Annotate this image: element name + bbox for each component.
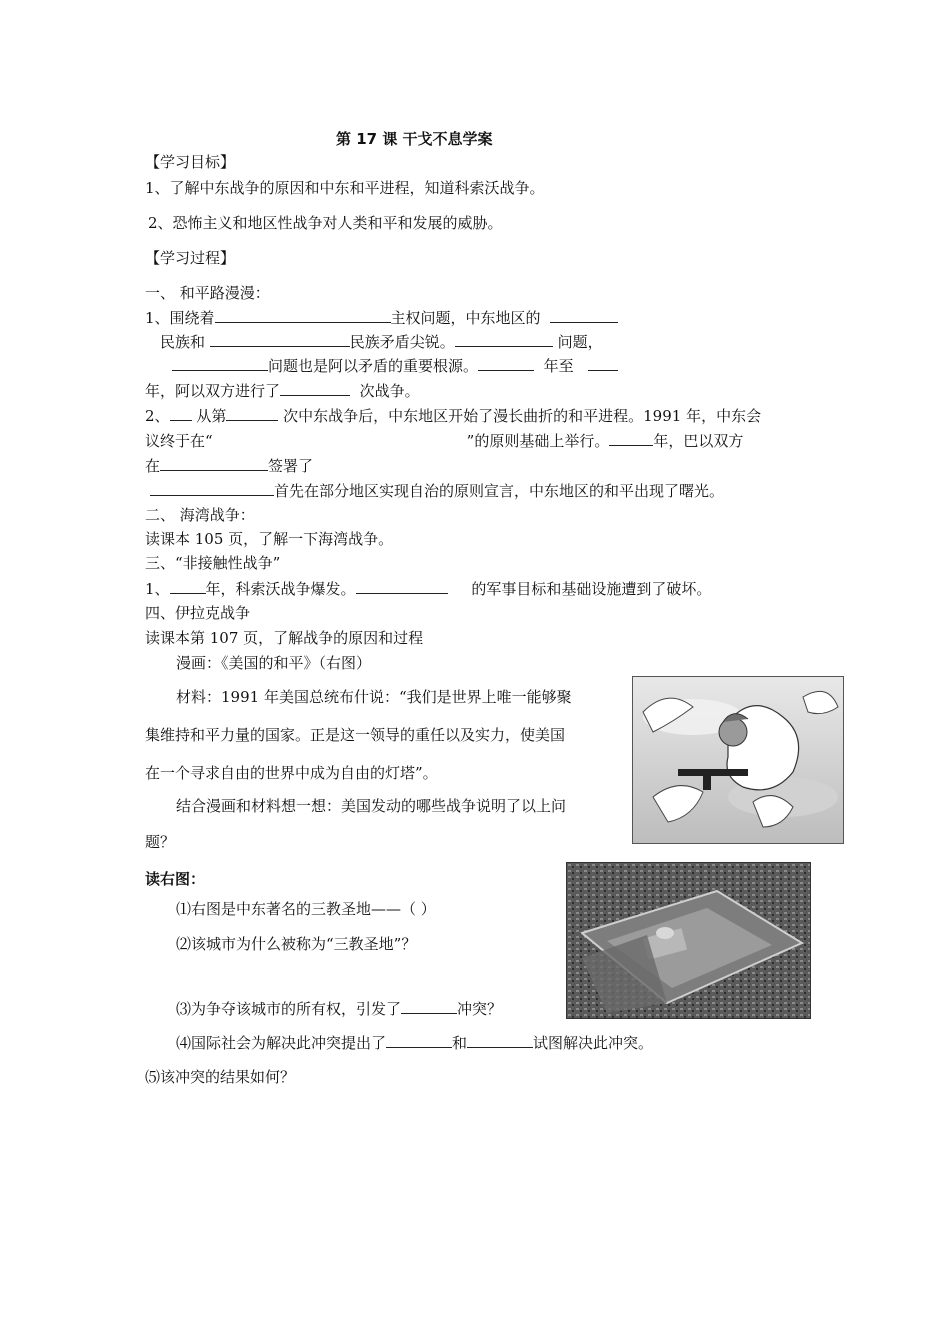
blank[interactable]	[210, 331, 350, 347]
goal-item-2: 2、恐怖主义和地区性战争对人类和平和发展的威胁。	[148, 214, 503, 232]
blank[interactable]	[386, 1032, 452, 1048]
blank[interactable]	[588, 355, 618, 371]
blank[interactable]	[170, 578, 206, 594]
s1-q1-line1: 1、围绕着 主权问题，中东地区的	[145, 307, 618, 328]
blank[interactable]	[172, 355, 268, 371]
goal-item-1: 1、了解中东战争的原因和中东和平进程，知道科索沃战争。	[145, 179, 545, 197]
blank[interactable]	[170, 405, 192, 421]
blank[interactable]	[160, 455, 268, 471]
goals-heading: 【学习目标】	[145, 153, 236, 171]
blank[interactable]	[478, 355, 534, 371]
s1-q1-line4: 年，阿以双方进行了 次战争。	[145, 382, 420, 400]
read-figure-heading: 读右图：	[145, 870, 206, 888]
cartoon-image	[632, 676, 844, 844]
blank[interactable]	[356, 578, 448, 594]
section-4-text: 读课本第 107 页，了解战争的原因和过程	[145, 629, 424, 647]
think-line-2: 题？	[145, 833, 176, 851]
read-q3: ⑶为争夺该城市的所有权，引发了 冲突？	[176, 1000, 503, 1018]
s1-q2-line4: 首先在部分地区实现自治的原则宣言，中东地区的和平出现了曙光。	[150, 480, 724, 501]
section-2-heading: 二、 海湾战争：	[145, 506, 255, 524]
section-1-heading: 一、 和平路漫漫：	[145, 284, 270, 302]
material-line-3: 在一个寻求自由的世界中成为自由的灯塔”。	[145, 764, 438, 782]
s1-q1-line3: 问题也是阿以矛盾的重要根源。 年至	[172, 355, 618, 376]
holy-city-photo	[566, 862, 811, 1019]
s3-q1: 1、 年，科索沃战争爆发。 的军事目标和基础设施遭到了破坏。	[145, 580, 712, 598]
blank[interactable]	[455, 331, 553, 347]
material-line-1: 材料：1991 年美国总统布什说：“我们是世界上唯一能够聚	[176, 688, 572, 706]
cartoon-caption: 漫画：《美国的和平》（右图）	[176, 654, 372, 672]
blank[interactable]	[150, 480, 274, 496]
process-heading: 【学习过程】	[145, 249, 236, 267]
read-q1: ⑴右图是中东著名的三教圣地——（ ）	[176, 900, 436, 918]
blank[interactable]	[401, 998, 457, 1014]
material-line-2: 集维持和平力量的国家。正是这一领导的重任以及实力，使美国	[145, 726, 566, 744]
s1-q1-line2: 民族和 民族矛盾尖锐。 问题，	[160, 333, 603, 351]
blank[interactable]	[550, 307, 618, 323]
think-line-1: 结合漫画和材料想一想：美国发动的哪些战争说明了以上问	[176, 797, 567, 815]
blank[interactable]	[215, 307, 391, 323]
section-4-heading: 四、伊拉克战争	[145, 604, 251, 622]
blank[interactable]	[609, 430, 653, 446]
read-q4: ⑷国际社会为解决此冲突提出了 和 试图解决此冲突。	[176, 1034, 654, 1052]
aerial-view-illustration	[567, 863, 810, 1018]
read-q2: ⑵该城市为什么被称为“三教圣地”？	[176, 935, 417, 953]
cartoon-illustration	[633, 677, 843, 843]
blank[interactable]	[226, 405, 278, 421]
s1-q2-line3: 在 签署了	[145, 457, 314, 475]
section-2-text: 读课本 105 页，了解一下海湾战争。	[145, 530, 394, 548]
blank[interactable]	[467, 1032, 533, 1048]
read-q5: ⑸该冲突的结果如何？	[145, 1068, 296, 1086]
section-3-heading: 三、“非接触性战争”	[145, 554, 281, 572]
page-title: 第 17 课 干戈不息学案	[336, 130, 493, 148]
blank[interactable]	[280, 380, 350, 396]
s1-q2-line2: 议终于在“ ”的原则基础上举行。 年，巴以双方	[145, 432, 744, 450]
s1-q2-line1: 2、 从第 次中东战争后，中东地区开始了漫长曲折的和平进程。1991 年，中东会	[145, 407, 762, 425]
